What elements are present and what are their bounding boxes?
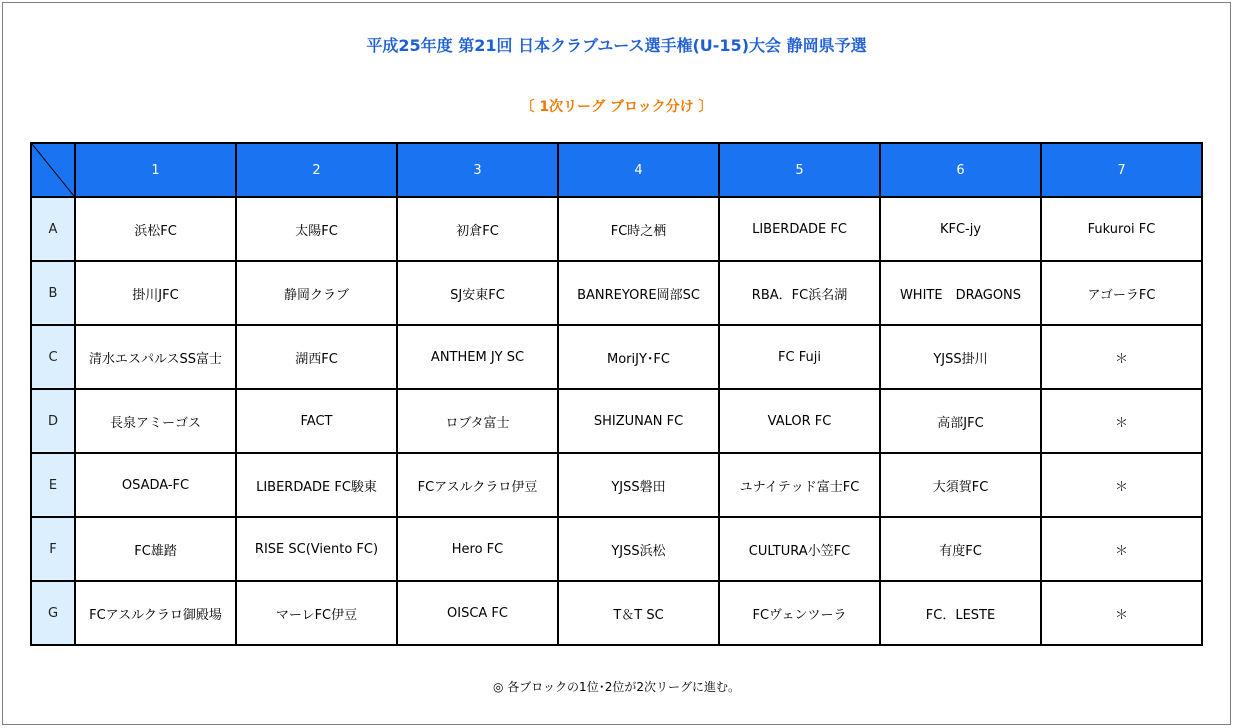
team-cell: YJSS浜松	[558, 517, 719, 581]
team-cell: SHIZUNAN FC	[558, 389, 719, 453]
block-table	[30, 142, 1203, 646]
column-header-4: 4	[558, 143, 719, 197]
team-cell: KFC-jy	[880, 197, 1041, 261]
footnote: ◎ 各ブロックの1位･2位が2次リーグに進む。	[493, 680, 740, 694]
column-header-7: 7	[1041, 143, 1202, 197]
column-header-2: 2	[236, 143, 397, 197]
column-header-1: 1	[75, 143, 236, 197]
team-cell: ユナイテッド富士FC	[719, 453, 880, 517]
team-cell: 有度FC	[880, 517, 1041, 581]
team-cell: 大須賀FC	[880, 453, 1041, 517]
page-subtitle: 〔 1次リーグ ブロック分け 〕	[520, 99, 713, 115]
team-cell: RISE SC(Viento FC)	[236, 517, 397, 581]
team-cell: 湖西FC	[236, 325, 397, 389]
team-cell: FC．LESTE	[880, 581, 1041, 645]
team-cell: VALOR FC	[719, 389, 880, 453]
team-cell: ＊	[1041, 517, 1202, 581]
team-cell: ロブタ富士	[397, 389, 558, 453]
team-cell: FCヴェンツーラ	[719, 581, 880, 645]
team-cell: 浜松FC	[75, 197, 236, 261]
team-cell: ＊	[1041, 581, 1202, 645]
team-cell: LIBERDADE FC駿東	[236, 453, 397, 517]
team-cell: 初倉FC	[397, 197, 558, 261]
row-label: D	[31, 389, 75, 453]
team-cell: FC雄踏	[75, 517, 236, 581]
team-cell: SJ安東FC	[397, 261, 558, 325]
team-cell: FC Fuji	[719, 325, 880, 389]
corner-cell	[31, 143, 75, 197]
team-cell: ANTHEM JY SC	[397, 325, 558, 389]
team-cell: ＊	[1041, 389, 1202, 453]
team-cell: 掛川JFC	[75, 261, 236, 325]
team-cell: CULTURA小笠FC	[719, 517, 880, 581]
team-cell: RBA．FC浜名湖	[719, 261, 880, 325]
team-cell: アゴーラFC	[1041, 261, 1202, 325]
team-cell: FACT	[236, 389, 397, 453]
row-label: F	[31, 517, 75, 581]
team-cell: ＊	[1041, 325, 1202, 389]
team-cell: 高部JFC	[880, 389, 1041, 453]
team-cell: LIBERDADE FC	[719, 197, 880, 261]
team-cell: 長泉アミーゴス	[75, 389, 236, 453]
row-label: G	[31, 581, 75, 645]
column-header-3: 3	[397, 143, 558, 197]
row-label: E	[31, 453, 75, 517]
team-cell: T＆T SC	[558, 581, 719, 645]
page-title: 平成25年度 第21回 日本クラブユース選手権(U-15)大会 静岡県予選	[366, 36, 867, 55]
team-cell: FC時之栖	[558, 197, 719, 261]
team-cell: 静岡クラブ	[236, 261, 397, 325]
block-row-f	[31, 517, 1202, 581]
row-label: C	[31, 325, 75, 389]
team-cell: FCアスルクラロ伊豆	[397, 453, 558, 517]
column-header-6: 6	[880, 143, 1041, 197]
block-row-d	[31, 389, 1202, 453]
team-cell: OISCA FC	[397, 581, 558, 645]
diagonal-line	[32, 144, 74, 196]
block-row-e	[31, 453, 1202, 517]
row-label: B	[31, 261, 75, 325]
block-row-b	[31, 261, 1202, 325]
team-cell: YJSS掛川	[880, 325, 1041, 389]
team-cell: 清水エスパルスSS富士	[75, 325, 236, 389]
block-row-c	[31, 325, 1202, 389]
team-cell: マーレFC伊豆	[236, 581, 397, 645]
team-cell: OSADA-FC	[75, 453, 236, 517]
team-cell: ＊	[1041, 453, 1202, 517]
team-cell: FCアスルクラロ御殿場	[75, 581, 236, 645]
team-cell: BANREYORE岡部SC	[558, 261, 719, 325]
team-cell: Hero FC	[397, 517, 558, 581]
row-label: A	[31, 197, 75, 261]
column-header-5: 5	[719, 143, 880, 197]
block-row-a	[31, 197, 1202, 261]
team-cell: 太陽FC	[236, 197, 397, 261]
header-row	[31, 143, 1202, 197]
team-cell: Fukuroi FC	[1041, 197, 1202, 261]
team-cell: WHITE DRAGONS	[880, 261, 1041, 325]
block-row-g	[31, 581, 1202, 645]
team-cell: MoriJY･FC	[558, 325, 719, 389]
team-cell: YJSS磐田	[558, 453, 719, 517]
